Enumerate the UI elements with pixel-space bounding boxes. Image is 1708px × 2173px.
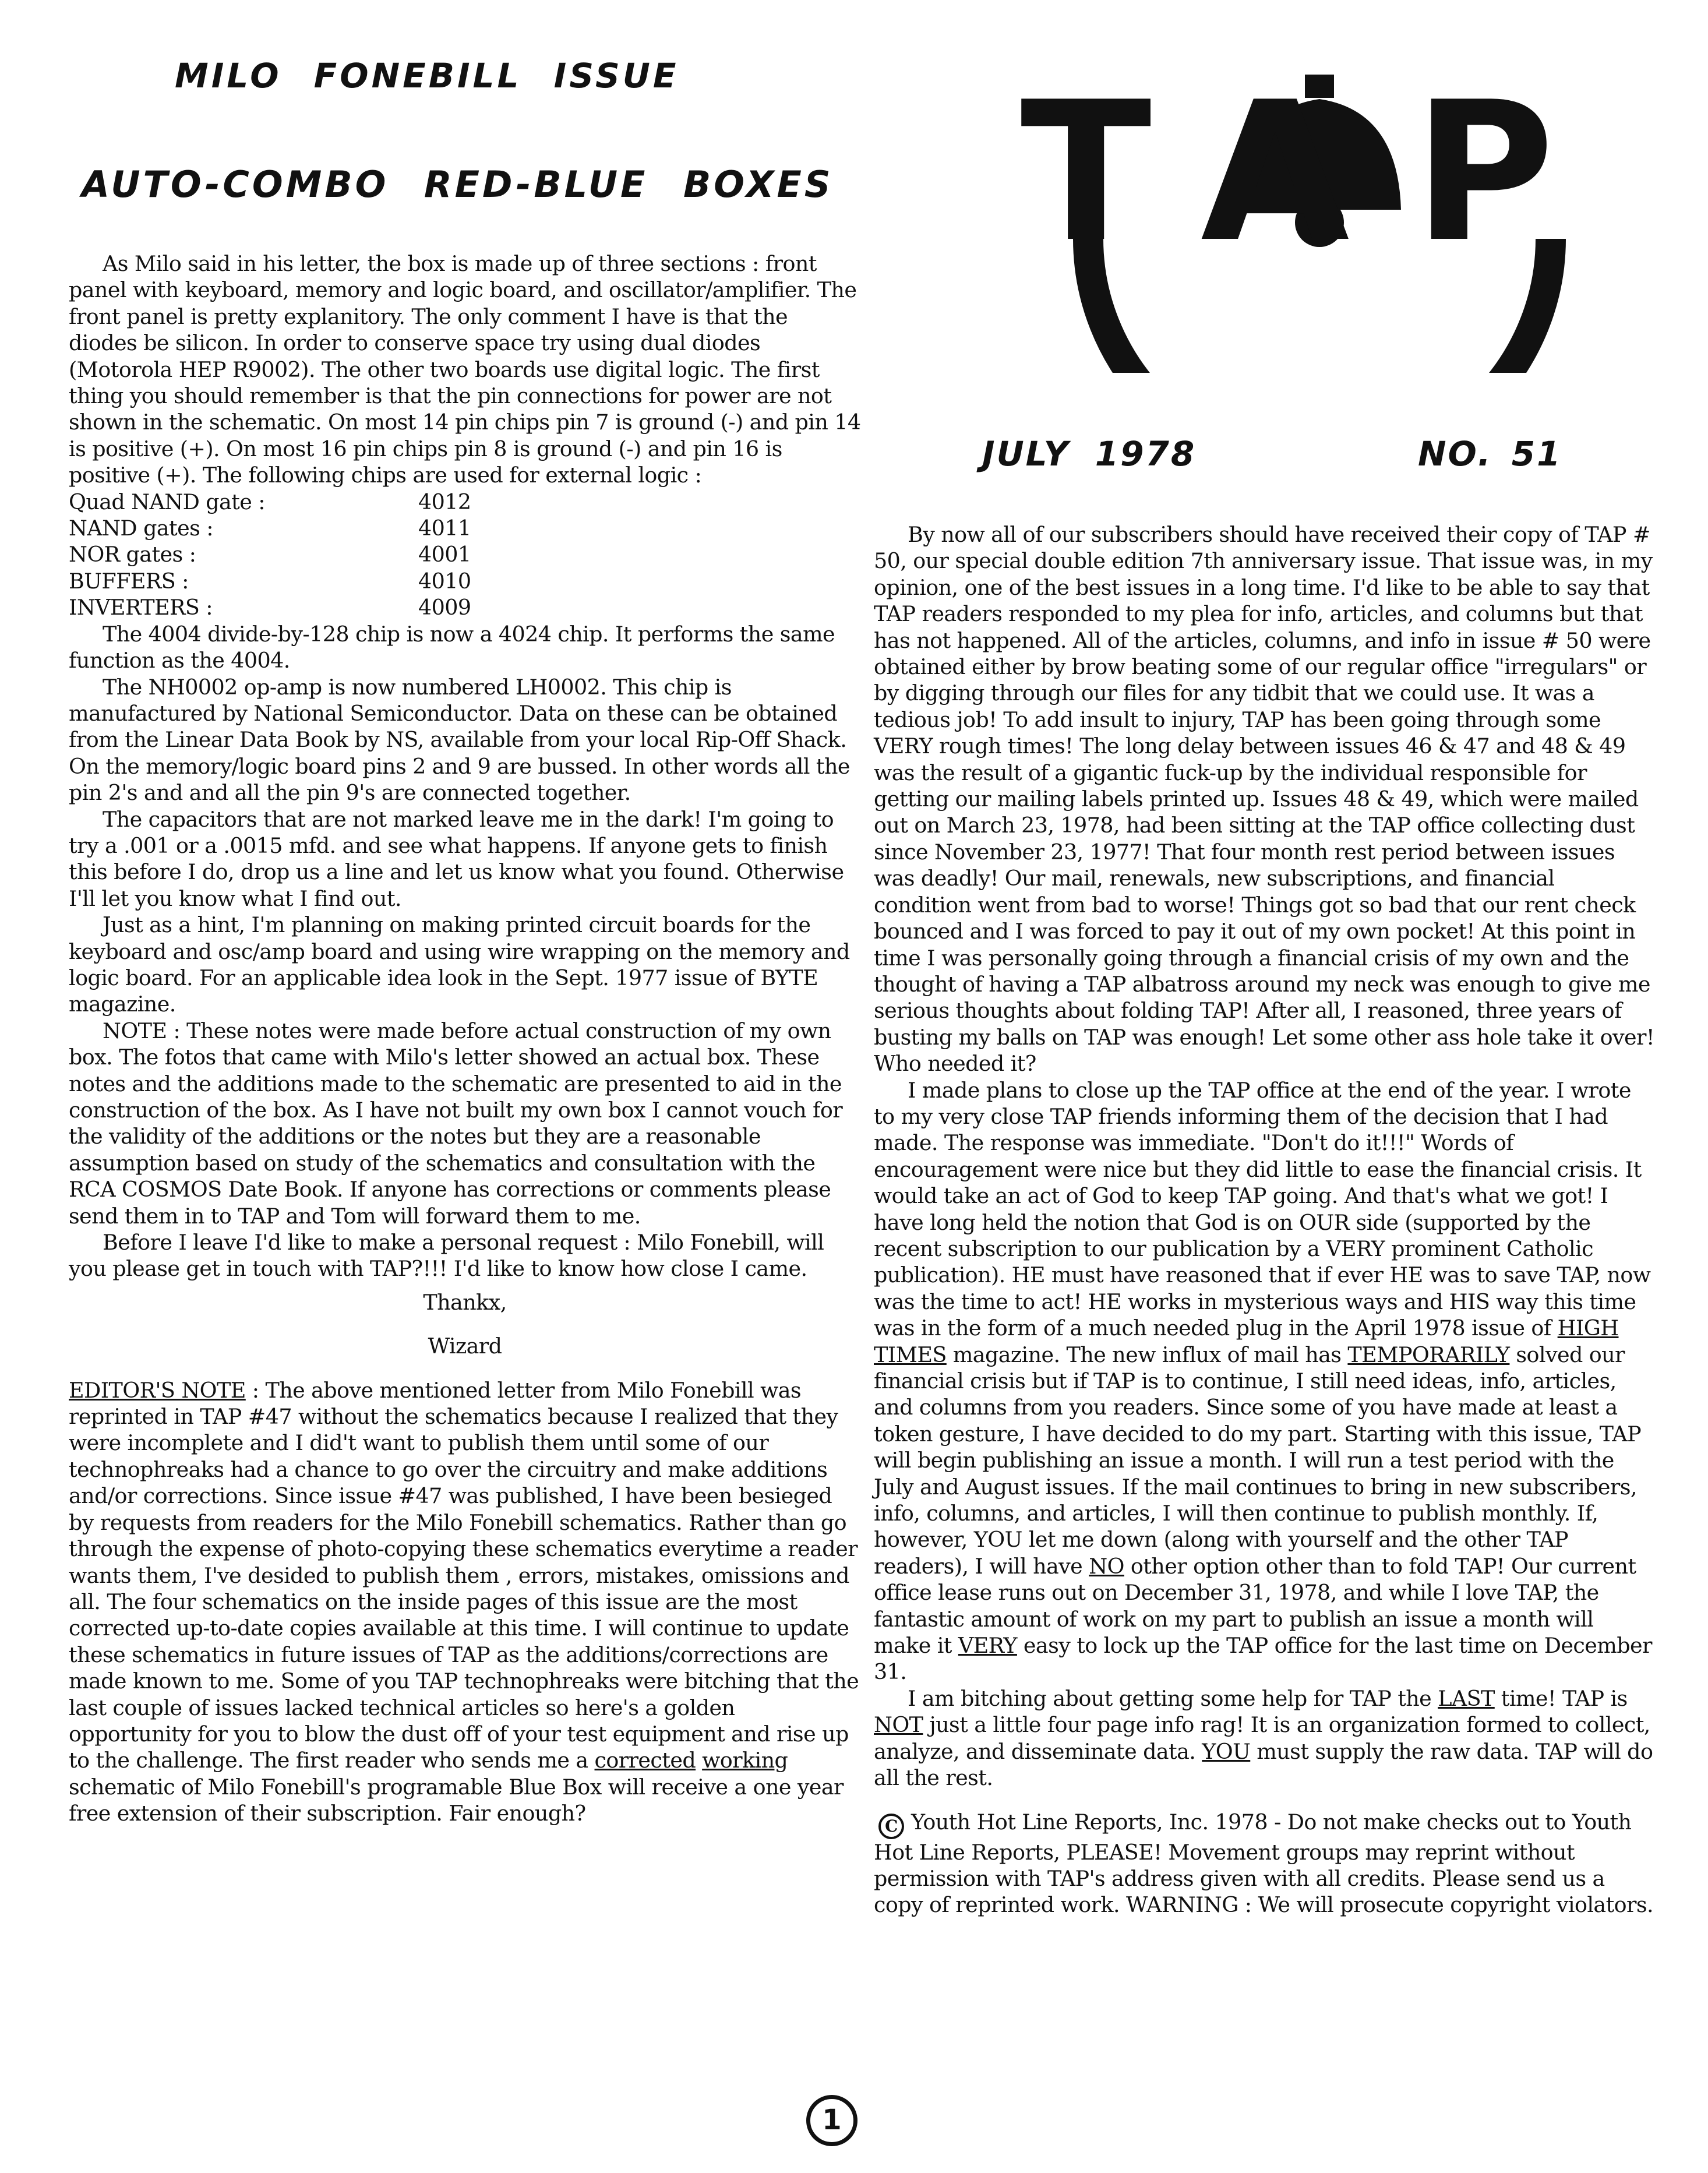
- right-paragraph: [874, 1685, 1654, 1791]
- chip-row: [69, 515, 861, 541]
- copyright-notice: [874, 1809, 1654, 1918]
- paragraph-text: I made plans to close up the TAP office at the end of the year. I wrote to my very close TAP friends informing them of the decision that I had made. The response was immediate. "Don't do it!!!" Words of encouragement were nice but they did little to ease the financial crisis. It would take an act of God to keep TAP going. And that's what we got! I have long held the notion that God is on OUR side (supported by the recent subscription to our publication by a VERY prominent Catholic publication). HE must have reasoned that if ever HE was to save TAP, now was the time to act! HE works in mysterious ways and HIS way this time was in the form of a much needed plug in the April 1978 issue of: [874, 1077, 1651, 1341]
- logo-text: TAP: [1020, 64, 1619, 284]
- copyright-text: Youth Hot Line Reports, Inc. 1978 - Do not make checks out to Youth Hot Line Reports, PLEASE! Movement groups may reprint without permission with TAP's address given with all credits. Please send us a copy of reprinted work. WARNING : We will prosecute copyright violators.: [874, 1809, 1653, 1918]
- paragraph-text: solved our financial crisis but if TAP is to continue, I still need ideas, info, articles, and columns from you readers. Since some of you have made at least a token gesture, I have decided to do my part. Starting with this issue, TAP will begin publishing an issue a month. I will run a test period with the July and August issues. If the mail continues to bring in new subscribers, info, columns, and articles, I will then continue to publish monthly. If, however, YOU let me down (along with yourself and the other TAP readers), I will have: [874, 1342, 1642, 1579]
- editor-note-text: : The above mentioned letter from Milo Fonebill was reprinted in TAP #47 without the schematics because I realized that they were incomplete and I did't want to publish them until some of our technophreaks had a chance to go over the circuitry and make additions and/or corrections. Since issue #47 was published, I have been besieged by requests from readers for the Milo Fonebill schematics. Rather than go through the expense of photo-copying these schematics everytime a reader wants them, I've desided to publish them , errors, mistakes, omissions and all. The four schematics on the inside pages of this issue are the most corrected up-to-date copies available at this time. I will continue to update these schematics in future issues of TAP as the additions/corrections are made known to me. Some of you TAP technophreaks were bitching that the last couple of issues lacked technical articles so here's a golden opportunity for you to blow the dust off of your test equipment and rise up to the challenge. The first reader who sends me a: [69, 1377, 859, 1773]
- paragraph-text: other option other than to fold TAP! Our current office lease runs out on December 31, 1978, and while I love TAP, the fantastic amount of work on my part to publish an issue a month will make it: [874, 1553, 1636, 1659]
- underlined-word: NOT: [874, 1712, 923, 1738]
- paragraph-text: just a little four page info rag! It is an organization formed to collect, analyze, and disseminate data.: [874, 1712, 1650, 1764]
- underlined-word: NO: [1089, 1553, 1124, 1579]
- chip-code: 4009: [418, 595, 471, 620]
- tap-logo: [1002, 64, 1637, 373]
- paragraph-text: time! TAP is: [1494, 1685, 1628, 1711]
- underlined-word: working: [702, 1748, 788, 1773]
- author-signature: Wizard: [428, 1334, 502, 1359]
- left-column: [69, 251, 861, 1827]
- right-column: [874, 521, 1654, 1918]
- paragraph-text: I am bitching about getting some help for TAP the: [908, 1685, 1438, 1711]
- left-paragraph: The NH0002 op-amp is now numbered LH0002. This chip is manufactured by National Semiconductor. Data on these can be obtained from the Linear Data Book by NS, available from your local Rip-Off Shack. On the memory/logic board pins 2 and 9 are bussed. In other words all the pin 2's and and all the pin 9's are connected together.: [69, 674, 850, 806]
- paragraph-text: easy to lock up the TAP office for the last time on December 31.: [874, 1633, 1652, 1685]
- page-number: 1: [806, 2095, 857, 2146]
- editor-note-label: EDITOR'S NOTE: [69, 1377, 246, 1403]
- left-paragraph: The 4004 divide-by-128 chip is now a 4024 chip. It performs the same function as the 4004.: [69, 621, 835, 673]
- chip-code: 4001: [418, 542, 471, 567]
- editor-note-text: schematic of Milo Fonebill's programable Blue Box will receive a one year free extension of their subscription. Fair enough?: [69, 1774, 844, 1826]
- right-paragraph: [874, 1077, 1654, 1685]
- closing-thanks: Thankx,: [423, 1289, 507, 1315]
- chip-row: [69, 594, 861, 620]
- issue-number: NO. 51: [1418, 434, 1562, 474]
- left-paragraph: NOTE : These notes were made before actual construction of my own box. The fotos that came with Milo's letter showed an actual box. These notes and the additions made to the schematic are presented to aid in the construction of the box. As I have not built my own box I cannot vouch for the validity of the additions or the notes but they are a reasonable assumption based on study of the schematics and consultation with the RCA COSMOS Date Book. If anyone has corrections or comments please send them in to TAP and Tom will forward them to me.: [69, 1018, 843, 1229]
- issue-title: MILO FONEBILL ISSUE: [175, 56, 679, 96]
- chip-list: [69, 489, 861, 621]
- right-paragraph: By now all of our subscribers should have received their copy of TAP # 50, our special double edition 7th anniversary issue. That issue was, in my opinion, one of the best issues in a long time. I'd like to be able to say that TAP readers responded to my plea for info, articles, and columns but that has not happened. All of the articles, columns, and info in issue # 50 were obtained either by brow beating some of our regular office "irregulars" or by digging through our files for any tidbit that we could use. It was a tedious job! To add insult to injury, TAP has been going through some VERY rough times! The long delay between issues 46 & 47 and 48 & 49 was the result of a gigantic fuck-up by the individual responsible for getting our mailing labels printed up. Issues 48 & 49, which were mailed out on March 23, 1978, had been sitting at the TAP office collecting dust since November 23, 1977! That four month rest period between issues was deadly! Our mail, renewals, new subscriptions, and financial condition went from bad to worse! Things got so bad that our rent check bounced and I was forced to pay it out of my own pocket! At this point in time I was personally going through a financial crisis of my own and the thought of having a TAP albatross around my neck was enough to give me serious thoughts about folding TAP! After all, I reasoned, three years of busting my balls on TAP was enough! Let some other ass hole take it over! Who needed it?: [874, 522, 1654, 1077]
- underlined-word: VERY: [958, 1633, 1017, 1659]
- underlined-word: LAST: [1438, 1685, 1495, 1711]
- underlined-word: corrected: [594, 1748, 696, 1773]
- paragraph-text: magazine. The new influx of mail has: [946, 1342, 1348, 1367]
- copyright-icon: C: [878, 1814, 904, 1839]
- chip-row: [69, 489, 861, 515]
- chip-code: 4011: [418, 516, 471, 541]
- chip-name: NAND gates :: [69, 516, 213, 541]
- chip-row: [69, 568, 861, 594]
- editor-note: [69, 1377, 861, 1827]
- left-paragraph: Before I leave I'd like to make a personal request : Milo Fonebill, will you please get in touch with TAP?!!! I'd like to know how close I came.: [69, 1230, 824, 1282]
- left-paragraph: As Milo said in his letter, the box is made up of three sections : front panel with keyboard, memory and logic board, and oscillator/amplifier. The front panel is pretty explanitory. The only comment I have is that the diodes be silicon. In order to conserve space try using dual diodes (Motorola HEP R9002). The other two boards use digital logic. The first thing you should remember is that the pin connections for power are not shown in the schematic. On most 14 pin chips pin 7 is ground (-) and pin 14 is positive (+). On most 16 pin chips pin 8 is ground (-) and pin 16 is positive (+). The following chips are used for external logic :: [69, 251, 861, 488]
- left-paragraph: The capacitors that are not marked leave me in the dark! I'm going to try a .001 or a .0015 mfd. and see what happens. If anyone gets to finish this before I do, drop us a line and let us know what you found. Otherwise I'll let you know what I find out.: [69, 806, 844, 911]
- chip-row: [69, 541, 861, 567]
- article-title: AUTO-COMBO RED-BLUE BOXES: [82, 163, 834, 206]
- chip-name: BUFFERS :: [69, 568, 189, 594]
- underlined-word: YOU: [1202, 1738, 1251, 1764]
- paragraph-text: must supply the raw data. TAP will do all the rest.: [874, 1738, 1653, 1791]
- underlined-word: HIGH TIMES: [874, 1315, 1619, 1367]
- left-paragraph: Just as a hint, I'm planning on making printed circuit boards for the keyboard and osc/amp board and using wire wrapping on the memory and logic board. For an applicable idea look in the Sept. 1977 issue of BYTE magazine.: [69, 912, 850, 1017]
- issue-date: JULY 1978: [982, 434, 1197, 474]
- chip-code: 4010: [418, 568, 471, 594]
- underlined-word: TEMPORARILY: [1347, 1342, 1510, 1367]
- chip-name: INVERTERS :: [69, 595, 213, 620]
- chip-code: 4012: [418, 489, 471, 514]
- chip-name: Quad NAND gate :: [69, 489, 265, 514]
- chip-name: NOR gates :: [69, 542, 196, 567]
